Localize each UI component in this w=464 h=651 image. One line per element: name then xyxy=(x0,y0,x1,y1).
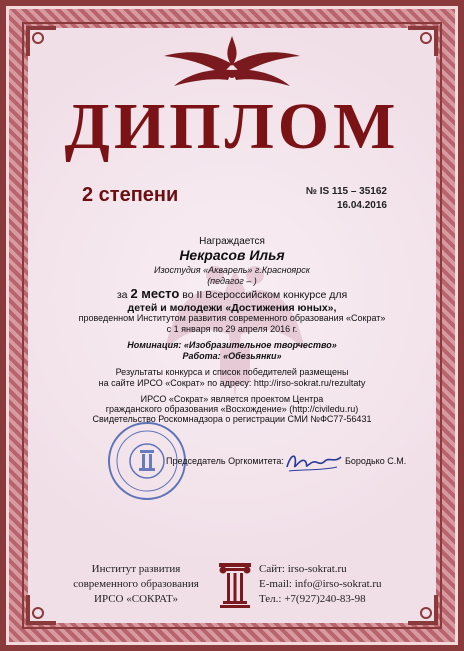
contest-line-2: детей и молодежи «Достижения юных», xyxy=(127,302,337,314)
recipient-name: Некрасов Илья xyxy=(179,247,285,263)
email-link[interactable]: E-mail: info@irso-sokrat.ru xyxy=(259,578,382,590)
conducted-line-2: с 1 января по 29 апреля 2016 г. xyxy=(166,324,298,334)
place-statement xyxy=(70,287,394,315)
corner-ornament-icon xyxy=(406,24,440,58)
nomination-info xyxy=(0,340,464,362)
chairman-name: Бородько С.М. xyxy=(345,456,407,466)
registration-info xyxy=(306,185,387,213)
nomination-line: Номинация: «Изобразительное творчество» xyxy=(127,340,337,350)
diploma-title: ДИПЛОМ xyxy=(64,90,400,163)
recipient-studio: Изостудия «Акварель» г.Красноярск xyxy=(154,265,310,275)
project-line-2: гражданского образования «Восхождение» (http://civiledu.ru) xyxy=(105,404,359,414)
results-info xyxy=(60,367,404,389)
recipient-organization xyxy=(0,265,464,287)
corner-ornament-icon xyxy=(406,593,440,627)
institute-line-2: современного образования xyxy=(73,578,199,590)
corner-ornament-icon xyxy=(24,24,58,58)
results-line-1: Результаты конкурса и список победителей размещены xyxy=(115,367,349,377)
registration-number: № IS 115 – 35162 xyxy=(305,186,387,197)
project-line-3: Свидетельство Роскомнадзора о регистрации СМИ №ФС77-56431 xyxy=(92,414,372,424)
phone-number: Тел.: +7(927)240-83-98 xyxy=(259,593,366,605)
contest-line-1: во II Всероссийском конкурсе для xyxy=(182,289,348,301)
column-logo-icon xyxy=(217,561,253,609)
site-link[interactable]: Сайт: irso-sokrat.ru xyxy=(259,563,347,575)
awarded-label: Награждается xyxy=(199,236,265,247)
recipient-teacher: (педагог – ) xyxy=(207,276,257,286)
project-line-1: ИРСО «Сократ» является проектом Центра xyxy=(140,394,324,404)
chairman-label: Председатель Оргкомитета: xyxy=(166,456,284,466)
institute-name xyxy=(56,562,216,607)
work-title-line: Работа: «Обезьянки» xyxy=(182,351,282,361)
degree-label: 2 степени xyxy=(82,184,179,206)
conducted-line-1: проведенном Институтом развития современного образования «Сократ» xyxy=(78,313,386,323)
contact-info xyxy=(259,562,382,607)
signature-icon xyxy=(283,449,343,475)
results-line-2: на сайте ИРСО «Сократ» по адресу: http://irso-sokrat.ru/rezultaty xyxy=(98,378,366,388)
conducted-info xyxy=(60,313,404,335)
institute-line-1: Институт развития xyxy=(91,563,181,575)
top-flourish-ornament-icon xyxy=(150,34,314,89)
institute-line-3: ИРСО «СОКРАТ» xyxy=(94,593,178,605)
registration-date: 16.04.2016 xyxy=(336,200,387,211)
place-prefix: за xyxy=(116,289,128,301)
corner-ornament-icon xyxy=(24,593,58,627)
place-rank: 2 место xyxy=(130,286,180,301)
